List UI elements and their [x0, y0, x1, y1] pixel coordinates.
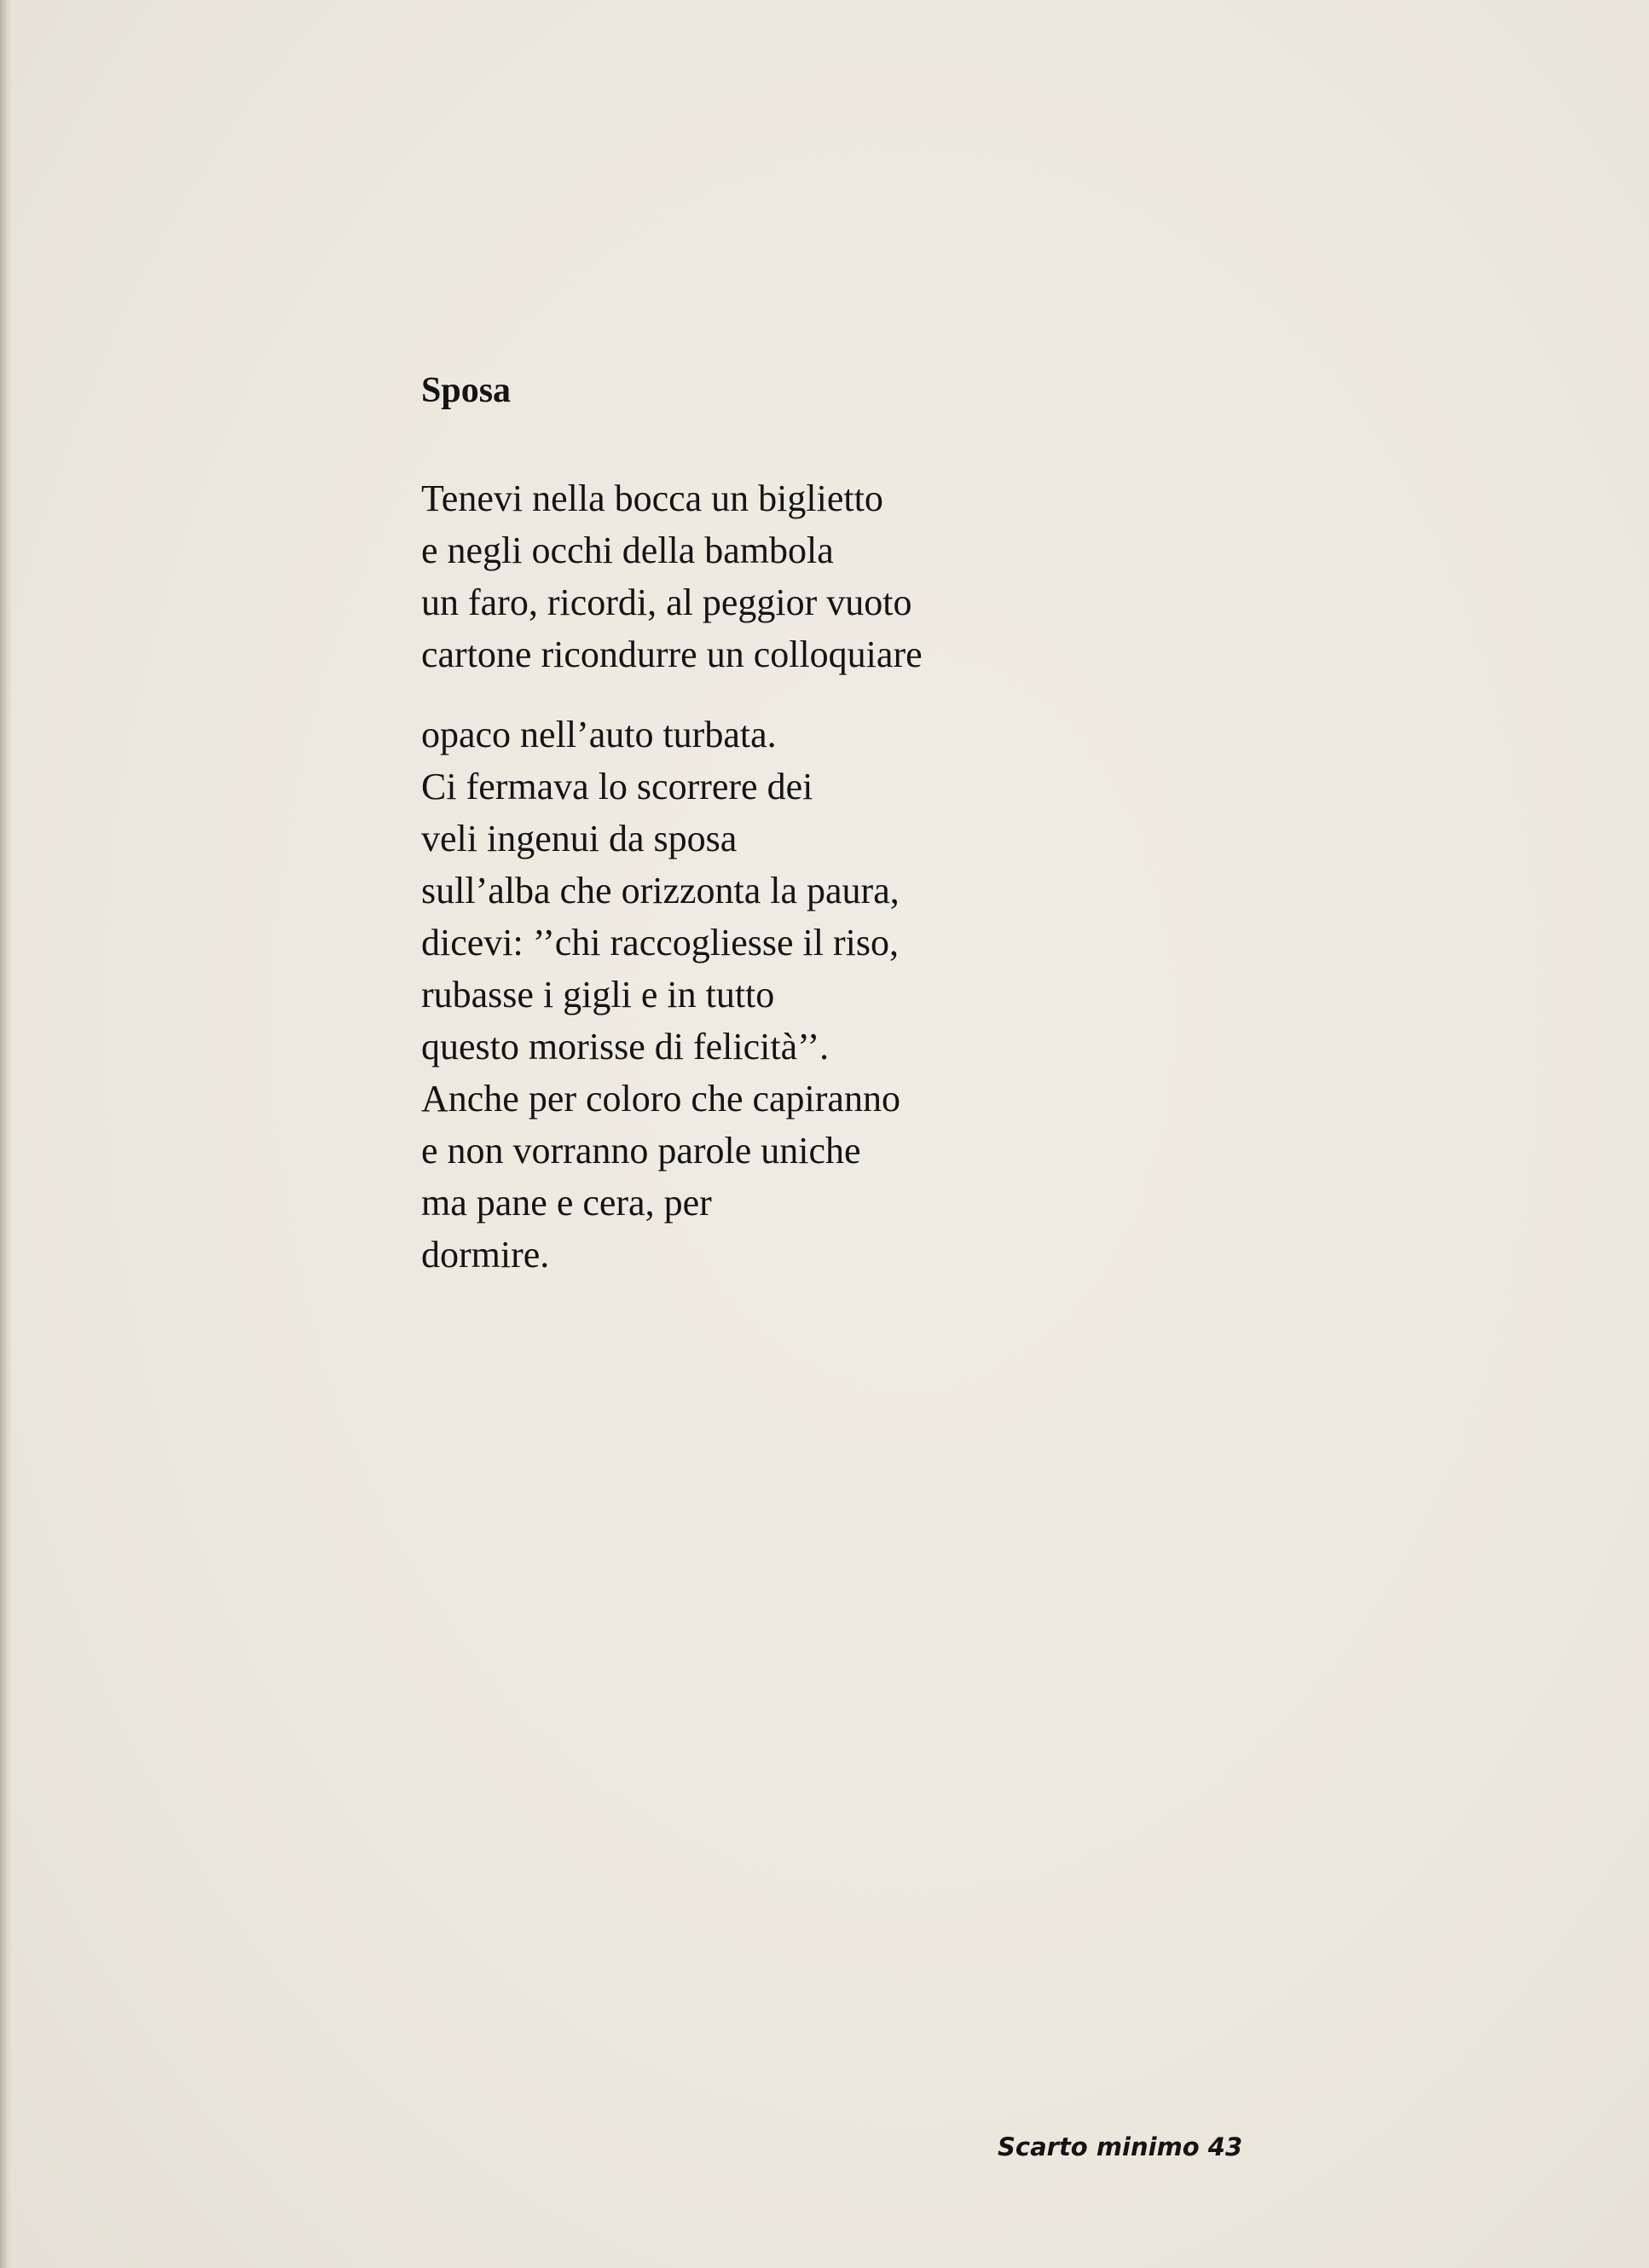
- poem-line: questo morisse di felicità’’.: [421, 1026, 830, 1067]
- poem-line: un faro, ricordi, al peggior vuoto: [421, 581, 912, 623]
- poem-line: cartone ricondurre un colloquiare: [421, 634, 923, 675]
- poem-line: sull’alba che orizzonta la paura,: [421, 870, 900, 911]
- page-footer-folio: Scarto minimo 43: [998, 2132, 1243, 2161]
- poem-line: dicevi: ’’chi raccogliesse il riso,: [421, 922, 899, 963]
- poem-line: rubasse i gigli e in tutto: [421, 974, 775, 1015]
- poem-line: ma pane e cera, per: [421, 1182, 712, 1224]
- poem-line: dormire.: [421, 1234, 550, 1276]
- poem-line: Anche per coloro che capiranno: [421, 1078, 900, 1120]
- poem-line: e non vorranno parole uniche: [421, 1130, 861, 1172]
- page-gutter-shadow: [0, 0, 12, 2268]
- poem: [421, 367, 1189, 1281]
- poem-line: e negli occhi della bambola: [421, 529, 834, 571]
- poem-line: Ci fermava lo scorrere dei: [421, 766, 813, 807]
- poem-line: opaco nell’auto turbata.: [421, 714, 777, 755]
- stanza-2: [421, 709, 1189, 1281]
- poem-line: veli ingenui da sposa: [421, 818, 738, 859]
- poem-line: Tenevi nella bocca un biglietto: [421, 477, 883, 519]
- poem-title: Sposa: [421, 371, 512, 410]
- stanza-1: [421, 472, 1189, 680]
